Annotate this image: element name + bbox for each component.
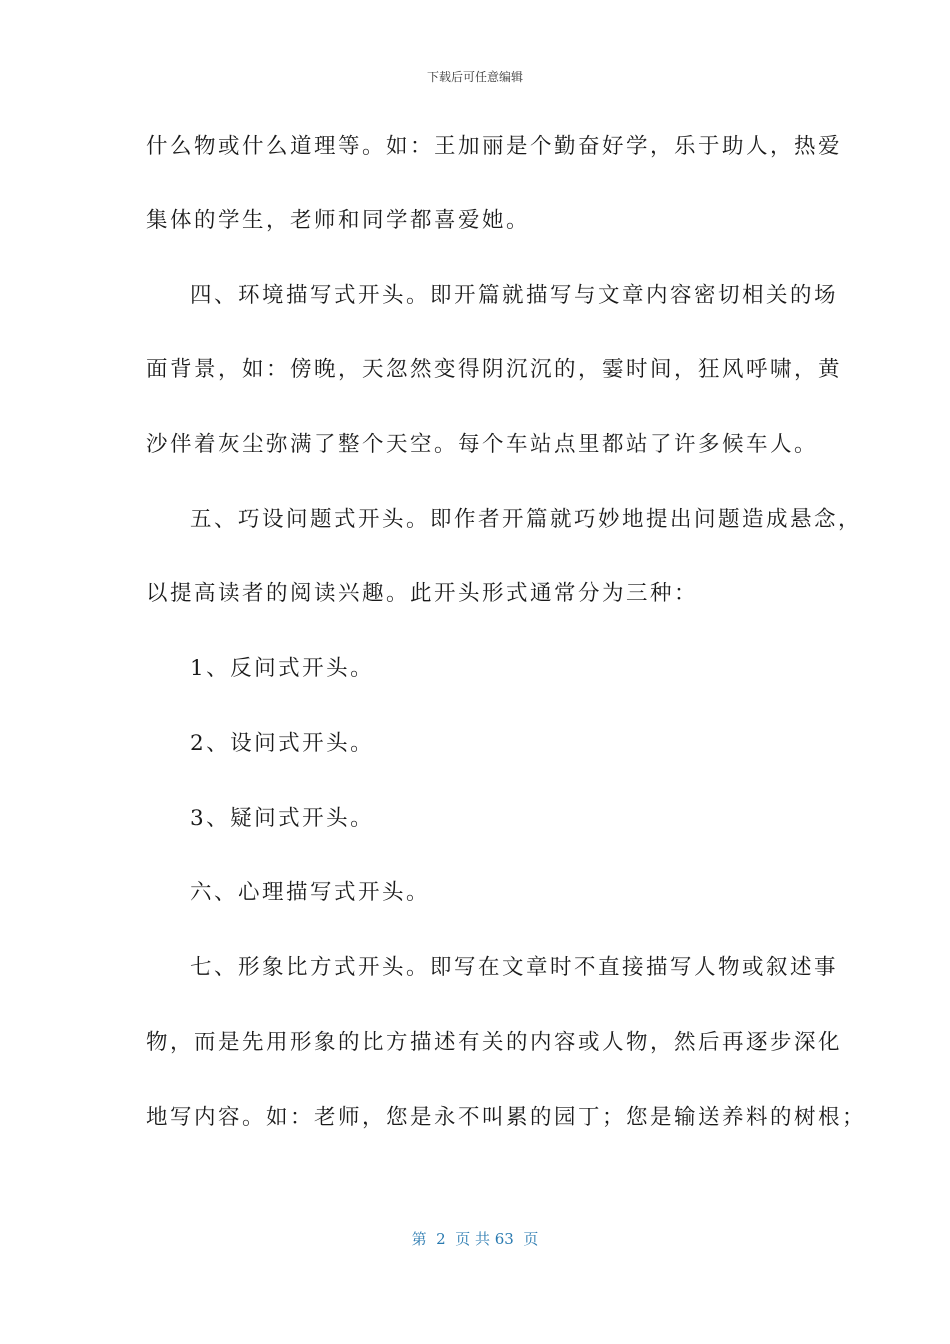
body-line: 地写内容。如：老师，您是永不叫累的园丁；您是输送养料的树根； (146, 1105, 867, 1130)
page-footer: 第 2 页 共 63 页 (411, 1230, 539, 1248)
body-line: 沙伴着灰尘弥满了整个天空。每个车站点里都站了许多候车人。 (146, 432, 819, 457)
page-header: 下载后可任意编辑 (426, 70, 523, 84)
body-line: 什么物或什么道理等。如：王加丽是个勤奋好学，乐于助人，热爱 (146, 134, 843, 159)
body-line: 以提高读者的阅读兴趣。此开头形式通常分为三种： (146, 581, 699, 606)
body-line: 3、疑问式开头。 (190, 806, 375, 831)
body-line: 集体的学生，老师和同学都喜爱她。 (146, 208, 531, 233)
body-line: 2、设问式开头。 (190, 731, 375, 756)
body-line: 四、环境描写式开头。即开篇就描写与文章内容密切相关的场 (190, 283, 839, 308)
body-line: 1、反问式开头。 (190, 656, 375, 681)
body-line: 五、巧设问题式开头。即作者开篇就巧妙地提出问题造成悬念， (190, 507, 863, 532)
body-line: 面背景，如：傍晚，天忽然变得阴沉沉的，霎时间，狂风呼啸，黄 (146, 357, 843, 382)
body-line: 六、心理描写式开头。 (190, 880, 431, 905)
body-line: 物，而是先用形象的比方描述有关的内容或人物，然后再逐步深化 (146, 1030, 843, 1055)
body-line: 七、形象比方式开头。即写在文章时不直接描写人物或叙述事 (190, 955, 839, 980)
